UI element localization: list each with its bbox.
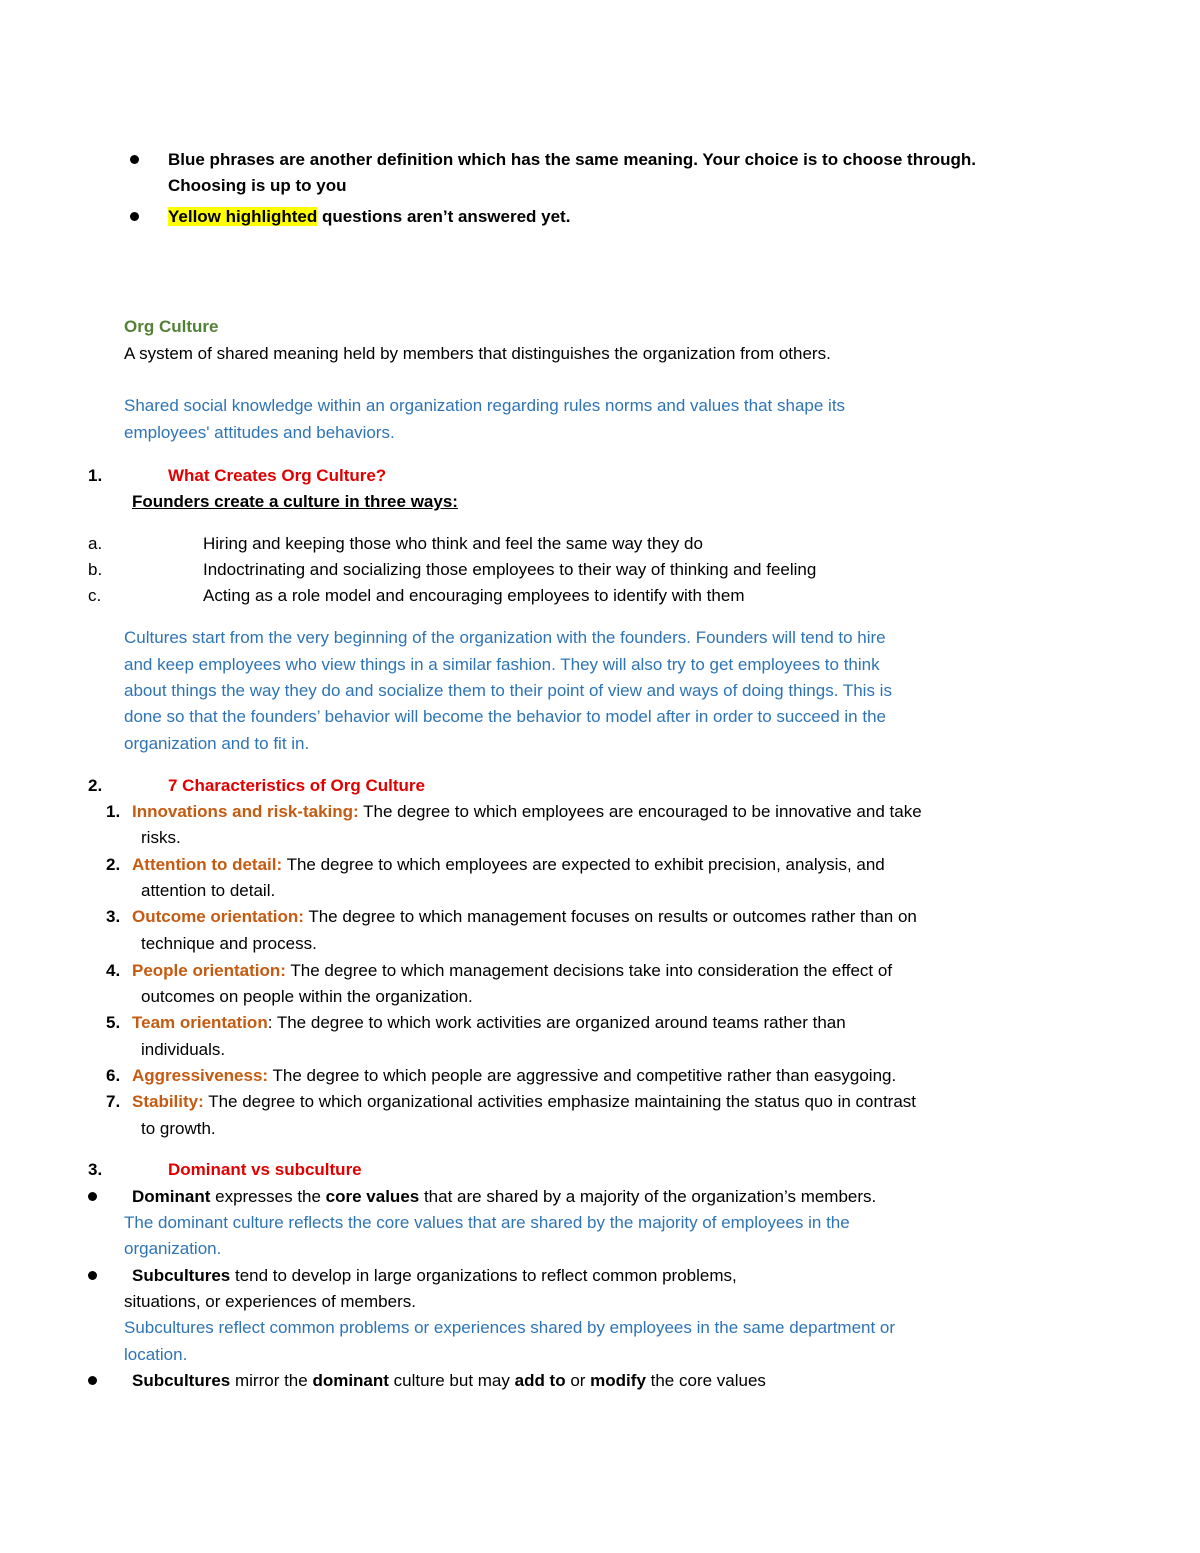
blue-paragraph-line: done so that the founders’ behavior will become the behavior to model after in order to succeed in the <box>124 707 886 726</box>
list-marker: b. <box>88 560 103 579</box>
bullet-icon <box>130 212 139 221</box>
bullet-icon <box>130 155 139 164</box>
highlight-text: Yellow highlighted <box>168 207 318 226</box>
characteristic-text: The degree to which organizational activities emphasize maintaining the status quo in contrast <box>203 1092 917 1111</box>
characteristic-line: technique and process. <box>141 934 317 953</box>
characteristic-line: to growth. <box>141 1119 216 1138</box>
characteristic-line: individuals. <box>141 1040 226 1059</box>
text: mirror the <box>230 1371 313 1390</box>
bullet-line <box>132 1370 766 1392</box>
list-marker: c. <box>88 586 102 605</box>
bold-term: dominant <box>312 1371 389 1390</box>
section-number: 3. <box>88 1160 103 1179</box>
characteristic-term: Stability: <box>132 1092 204 1111</box>
note-line: Choosing is up to you <box>168 176 347 195</box>
section-heading: Dominant vs subculture <box>168 1160 362 1179</box>
characteristic-text: The degree to which employees are encouraged to be innovative and take <box>358 802 922 821</box>
definition-text: A system of shared meaning held by members that distinguishes the organization from others. <box>124 344 831 363</box>
item-number: 5. <box>106 1013 121 1032</box>
note-line <box>168 206 570 228</box>
characteristic-line <box>132 801 922 823</box>
list-marker: a. <box>88 534 103 553</box>
bold-term: add to <box>514 1371 566 1390</box>
characteristic-term: People orientation: <box>132 961 286 980</box>
note-text: questions aren’t answered yet. <box>317 207 571 226</box>
alt-definition-line: employees' attitudes and behaviors. <box>124 423 395 442</box>
characteristic-line <box>132 854 885 876</box>
section-heading: Org Culture <box>124 317 219 336</box>
blue-paragraph-line: Cultures start from the very beginning of the organization with the founders. Founders will tend to hire <box>124 628 886 647</box>
characteristic-line <box>132 1012 846 1034</box>
note-line: Blue phrases are another definition which has the same meaning. Your choice is to choose through. <box>168 150 976 169</box>
text: that are shared by a majority of the organization’s members. <box>419 1187 877 1206</box>
item-number: 1. <box>106 802 121 821</box>
list-item: Indoctrinating and socializing those employees to their way of thinking and feeling <box>203 560 817 579</box>
characteristic-line: outcomes on people within the organization. <box>141 987 473 1006</box>
characteristic-term: Attention to detail: <box>132 855 283 874</box>
characteristic-text: The degree to which people are aggressive and competitive rather than easygoing. <box>268 1066 897 1085</box>
bullet-line <box>132 1265 737 1287</box>
blue-paragraph-line: about things the way they do and socialize them to their point of view and ways of doing things. This is <box>124 681 892 700</box>
characteristic-term: Team orientation <box>132 1013 268 1032</box>
characteristic-term: Outcome orientation: <box>132 907 304 926</box>
characteristic-text: : The degree to which work activities are organized around teams rather than <box>267 1013 846 1032</box>
blue-line: location. <box>124 1345 188 1364</box>
text: culture but may <box>388 1371 515 1390</box>
section-number: 2. <box>88 776 103 795</box>
characteristic-line <box>132 960 892 982</box>
item-number: 6. <box>106 1066 121 1085</box>
bold-term: Subcultures <box>132 1266 231 1285</box>
bold-term: Subcultures <box>132 1371 231 1390</box>
bullet-icon <box>88 1192 97 1201</box>
blue-paragraph-line: organization and to fit in. <box>124 734 310 753</box>
characteristic-text: The degree to which management focuses on results or outcomes rather than on <box>303 907 917 926</box>
characteristic-term: Innovations and risk-taking: <box>132 802 359 821</box>
section-heading: What Creates Org Culture? <box>168 466 387 485</box>
bullet-icon <box>88 1271 97 1280</box>
section-subtitle: Founders create a culture in three ways: <box>132 492 458 511</box>
bullet-icon <box>88 1376 97 1385</box>
blue-paragraph-line: and keep employees who view things in a similar fashion. They will also try to get employees to think <box>124 655 880 674</box>
text: tend to develop in large organizations to reflect common problems, <box>230 1266 737 1285</box>
characteristic-text: The degree to which management decisions take into consideration the effect of <box>285 961 893 980</box>
item-number: 4. <box>106 961 121 980</box>
blue-line: The dominant culture reflects the core values that are shared by the majority of employees in the <box>124 1213 850 1232</box>
text: the core values <box>645 1371 766 1390</box>
section-number: 1. <box>88 466 103 485</box>
text: expresses the <box>210 1187 326 1206</box>
text: or <box>565 1371 591 1390</box>
characteristic-line: risks. <box>141 828 181 847</box>
alt-definition-line: Shared social knowledge within an organization regarding rules norms and values that shape its <box>124 396 846 415</box>
list-item: Acting as a role model and encouraging employees to identify with them <box>203 586 745 605</box>
item-number: 2. <box>106 855 121 874</box>
bold-term: core values <box>325 1187 420 1206</box>
blue-line: Subcultures reflect common problems or experiences shared by employees in the same department or <box>124 1318 896 1337</box>
section-heading: 7 Characteristics of Org Culture <box>168 776 425 795</box>
bullet-line <box>132 1186 876 1208</box>
bullet-line: situations, or experiences of members. <box>124 1292 416 1311</box>
characteristic-text: The degree to which employees are expected to exhibit precision, analysis, and <box>282 855 885 874</box>
list-item: Hiring and keeping those who think and feel the same way they do <box>203 534 703 553</box>
characteristic-line <box>132 906 917 928</box>
characteristic-line <box>132 1065 896 1087</box>
blue-line: organization. <box>124 1239 222 1258</box>
item-number: 7. <box>106 1092 121 1111</box>
bold-term: Dominant <box>132 1187 211 1206</box>
characteristic-line: attention to detail. <box>141 881 276 900</box>
characteristic-term: Aggressiveness: <box>132 1066 269 1085</box>
item-number: 3. <box>106 907 121 926</box>
characteristic-line <box>132 1091 916 1113</box>
bold-term: modify <box>590 1371 646 1390</box>
